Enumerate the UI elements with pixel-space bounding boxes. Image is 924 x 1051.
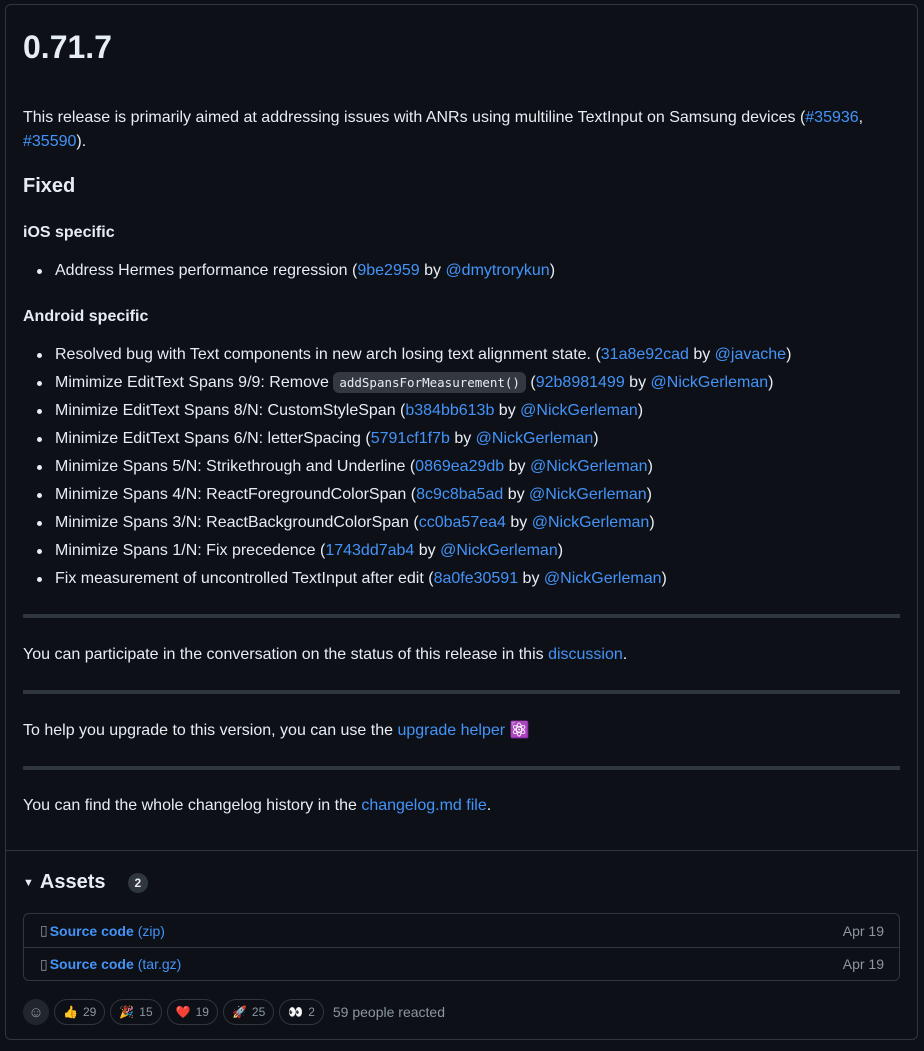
upgrade-helper-link[interactable]: upgrade helper [397,722,506,739]
list-item: Minimize Spans 5/N: Strikethrough and Underline (0869ea29db by @NickGerleman) [23,453,900,481]
commit-link[interactable]: 31a8e92cad [600,346,689,363]
commit-link[interactable]: 9be2959 [357,262,420,279]
asset-row [24,914,899,947]
reaction-count: 2 [308,1005,315,1019]
author-link[interactable]: @dmytrorykun [445,262,550,279]
reaction-emoji-icon: ❤️ [175,1005,191,1019]
ios-list [23,257,900,285]
list-item: Mimimize EditText Spans 9/9: Remove addSpansForMeasurement() (92b8981499 by @NickGerleman) [23,369,900,397]
asset-download-link[interactable]: ▯ Source code (tar.gz) [40,955,182,972]
author-link[interactable]: @NickGerleman [650,374,769,391]
asset-date: Apr 19 [842,956,884,972]
commit-link[interactable]: 5791cf1f7b [370,430,450,447]
reaction-button[interactable] [54,999,105,1025]
commit-link[interactable]: 1743dd7ab4 [325,542,415,559]
reaction-emoji-icon: 🚀 [231,1005,247,1019]
author-link[interactable]: @NickGerleman [543,570,662,587]
author-link[interactable]: @NickGerleman [440,542,558,559]
asset-date: Apr 19 [842,922,884,939]
list-item: Minimize EditText Spans 8/N: CustomStyleSpan (b384bb613b by @NickGerleman) [23,397,900,425]
issue-link-35590[interactable]: #35590 [23,133,77,150]
atom-emoji-icon: ⚛️ [509,722,530,739]
commit-link[interactable]: 0869ea29db [415,458,505,475]
discussion-paragraph: You can participate in the conversation on the status of this release in this discussion. [23,646,628,663]
section-divider [6,850,917,851]
reaction-emoji-icon: 🎉 [119,1005,135,1019]
add-reaction-smiley-icon[interactable]: ☺ [23,999,49,1025]
author-link[interactable]: @NickGerleman [531,514,650,531]
commit-link[interactable]: 92b8981499 [535,374,625,391]
reaction-button[interactable] [223,999,274,1025]
reaction-emoji-icon: 👀 [288,1005,304,1019]
commit-link[interactable]: 8c9c8ba5ad [416,486,504,503]
reactions-bar [23,999,445,1025]
list-item: Minimize EditText Spans 6/N: letterSpacing (5791cf1f7b by @NickGerleman) [23,425,900,453]
discussion-link[interactable]: discussion [548,646,623,663]
upgrade-paragraph: To help you upgrade to this version, you can use the upgrade helper ⚛️ [23,722,530,739]
changelog-link[interactable]: changelog.md file [361,797,487,814]
file-zip-icon: ▯ [40,922,48,938]
reaction-button[interactable] [110,999,161,1025]
author-link[interactable]: @javache [714,346,787,363]
reaction-count: 29 [82,1005,97,1019]
commit-link[interactable]: 8a0fe30591 [433,570,519,587]
asset-download-link[interactable]: ▯ Source code (zip) [40,922,165,939]
author-link[interactable]: @NickGerleman [475,430,594,447]
author-link[interactable]: @NickGerleman [529,458,648,475]
divider [23,614,900,618]
commit-link[interactable]: cc0ba57ea4 [418,514,506,531]
reaction-button[interactable] [279,999,324,1025]
assets-toggle[interactable] [23,871,148,894]
release-title: 0.71.7 [23,29,112,65]
reaction-count: 19 [195,1005,209,1019]
reactions-summary: 59 people reacted [332,1004,445,1020]
list-item: Minimize Spans 3/N: ReactBackgroundColorSpan (cc0ba57ea4 by @NickGerleman) [23,509,900,537]
list-item: Fix measurement of uncontrolled TextInput after edit (8a0fe30591 by @NickGerleman) [23,565,900,593]
divider [23,690,900,694]
list-item: Minimize Spans 1/N: Fix precedence (1743dd7ab4 by @NickGerleman) [23,537,900,565]
intro-paragraph: This release is primarily aimed at addressing issues with ANRs using multiline TextInput on Samsung devices (#35936, #35590). [23,109,864,150]
changelog-paragraph: You can find the whole changelog history in the changelog.md file. [23,797,492,814]
ios-heading: iOS specific [23,224,115,241]
author-link[interactable]: @NickGerleman [520,402,638,419]
reaction-emoji-icon: 👍 [63,1005,78,1019]
issue-link-35936[interactable]: #35936 [805,109,859,126]
android-list [23,341,900,593]
assets-count-badge: 2 [128,873,149,893]
fixed-heading: Fixed [23,175,76,197]
list-item: Minimize Spans 4/N: ReactForegroundColorSpan (8c9c8ba5ad by @NickGerleman) [23,481,900,509]
assets-heading: Assets [39,871,106,893]
release-card [5,4,918,1040]
asset-row [24,947,899,980]
divider [23,766,900,770]
reaction-button[interactable] [167,999,218,1025]
list-item: Address Hermes performance regression (9be2959 by @dmytrorykun) [23,257,900,285]
reaction-count: 25 [251,1005,266,1019]
reaction-count: 15 [139,1005,153,1019]
triangle-down-icon: ▼ [23,876,34,889]
assets-list [23,913,900,981]
commit-link[interactable]: b384bb613b [405,402,495,419]
list-item: Resolved bug with Text components in new arch losing text alignment state. (31a8e92cad by @javache) [23,341,900,369]
author-link[interactable]: @NickGerleman [529,486,647,503]
file-zip-icon: ▯ [40,955,48,972]
android-heading: Android specific [23,308,149,325]
inline-code: addSpansForMeasurement() [333,372,526,393]
